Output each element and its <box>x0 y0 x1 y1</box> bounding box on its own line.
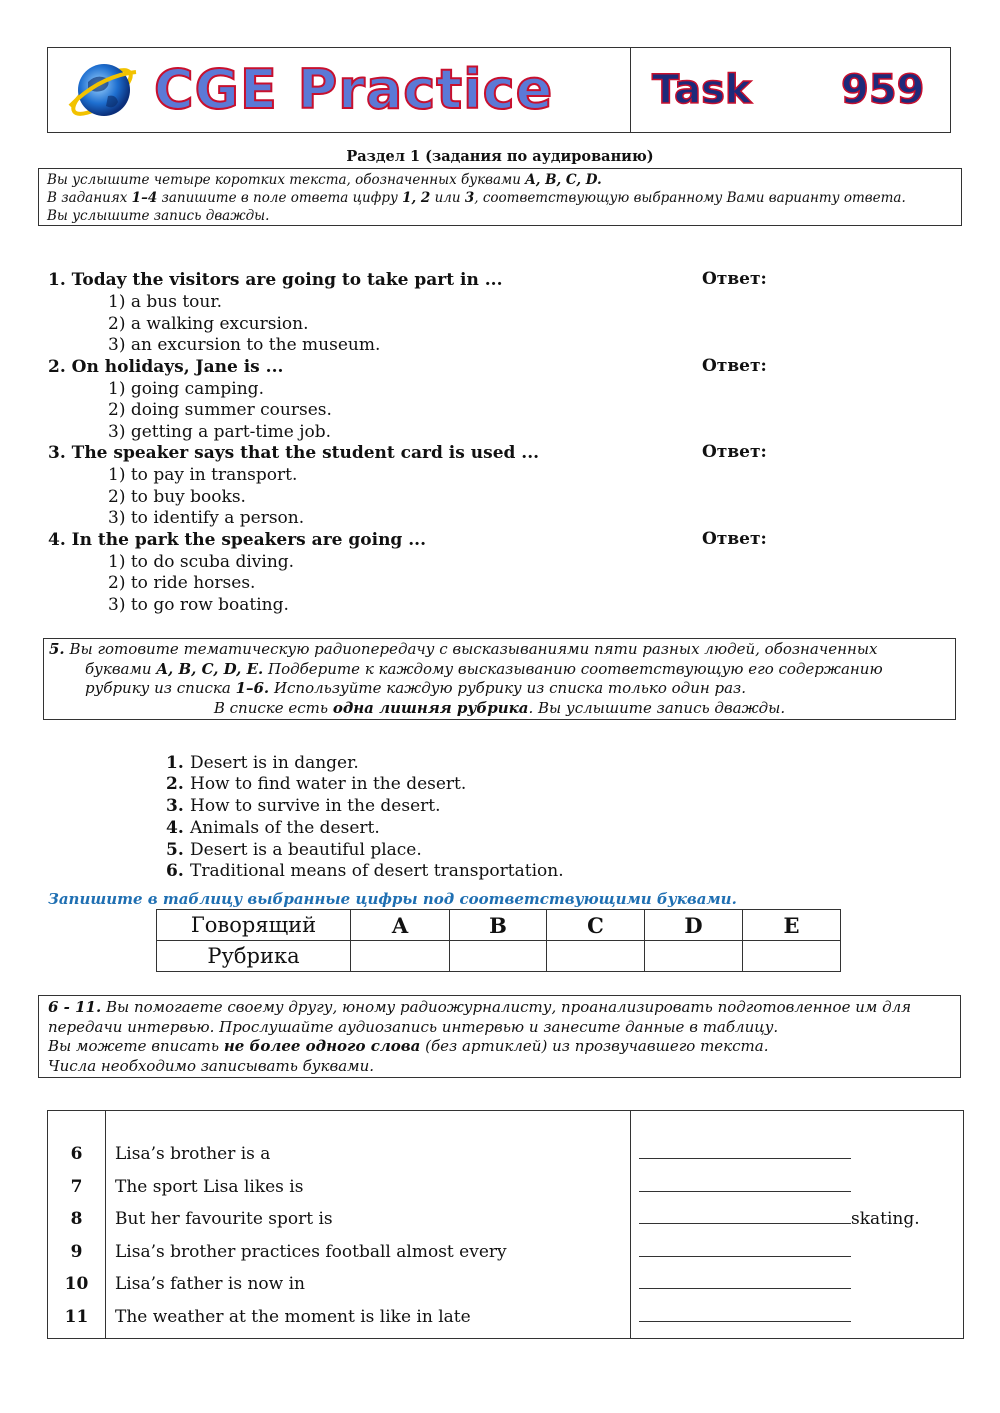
option: 1) a bus tour. <box>108 292 223 312</box>
answer-cell-e[interactable] <box>743 941 841 972</box>
answer-label: Ответ: <box>702 442 767 462</box>
question-title: 3. The speaker says that the student card is used ... <box>48 443 540 463</box>
option: 2) to buy books. <box>108 487 246 507</box>
answer-cell-d[interactable] <box>645 941 743 972</box>
option: 3) an excursion to the museum. <box>108 335 381 355</box>
option: 3) to identify a person. <box>108 508 305 528</box>
question-title: 4. In the park the speakers are going ... <box>48 530 426 550</box>
column-divider <box>105 1111 106 1338</box>
option: 1) to pay in transport. <box>108 465 298 485</box>
row-label: Говорящий <box>157 910 351 941</box>
list-item: 6. Traditional means of desert transportation. <box>166 861 564 881</box>
row-number: 10 <box>64 1274 89 1294</box>
column-letter: D <box>645 910 743 941</box>
page-header <box>47 47 951 133</box>
section-title: Раздел 1 (задания по аудированию) <box>346 148 654 165</box>
row-text: Lisa’s father is now in <box>115 1274 306 1294</box>
answer-blank[interactable] <box>639 1242 851 1262</box>
option: 3) to go row boating. <box>108 595 289 615</box>
row-text: Lisa’s brother is a <box>115 1144 271 1164</box>
row-text: The weather at the moment is like in late <box>115 1307 471 1327</box>
row-number: 9 <box>70 1242 83 1262</box>
option: 2) doing summer courses. <box>108 400 332 420</box>
row-number: 8 <box>70 1209 83 1229</box>
header-divider <box>630 48 631 132</box>
row-text: Lisa’s brother practices football almost every <box>115 1242 507 1262</box>
answer-cell-a[interactable] <box>351 941 450 972</box>
option: 3) getting a part-time job. <box>108 422 332 442</box>
option: 2) to ride horses. <box>108 573 256 593</box>
column-divider <box>630 1111 631 1338</box>
answer-label: Ответ: <box>702 269 767 289</box>
task-number: 959 <box>841 67 925 113</box>
row-text: The sport Lisa likes is <box>115 1177 304 1197</box>
row-number: 7 <box>70 1177 83 1197</box>
column-letter: B <box>450 910 547 941</box>
answer-blank[interactable] <box>639 1274 851 1294</box>
answer-cell-c[interactable] <box>547 941 645 972</box>
column-letter: E <box>743 910 841 941</box>
list-item: 1. Desert is in danger. <box>166 753 359 773</box>
speaker-rubric-table <box>156 909 841 972</box>
logo-text: CGE Practice <box>154 58 554 121</box>
task5-instructions: 5. Вы готовите тематическую радиопередачу с высказываниями пяти разных людей, обозначенных буквами A, B, C, D, E. Подберите к каждому высказыванию соответствующую его содержанию рубрику из списка 1–6. Используйте каждую рубрику из списка только один раз. В списке есть одна лишняя рубрика. Вы услышите запись дважды. <box>43 638 956 720</box>
answer-label: Ответ: <box>702 356 767 376</box>
list-item: 3. How to survive in the desert. <box>166 796 441 816</box>
question-title: 1. Today the visitors are going to take part in ... <box>48 270 503 290</box>
interview-table <box>47 1110 964 1339</box>
row-text: But her favourite sport is <box>115 1209 333 1229</box>
column-letter: A <box>351 910 450 941</box>
answer-blank[interactable]: skating. <box>639 1209 920 1229</box>
row-number: 6 <box>70 1144 83 1164</box>
task611-instructions: 6 - 11. Вы помогаете своему другу, юному радиожурналисту, проанализировать подготовленное им для передачи интервью. Прослушайте аудиозапись интервью и занесите данные в таблицу. Вы можете вписать не более одного слова (без артиклей) из прозвучавшего текста. Числа необходимо записывать буквами. <box>38 995 961 1078</box>
globe-logo-icon <box>64 56 140 126</box>
row-number: 11 <box>64 1307 89 1327</box>
option: 2) a walking excursion. <box>108 314 309 334</box>
listening-instructions: Вы услышите четыре коротких текста, обозначенных буквами A, B, C, D. В заданиях 1–4 запишите в поле ответа цифру 1, 2 или 3, соответствующую выбранному Вами варианту ответа. Вы услышите запись дважды. <box>38 168 962 226</box>
column-letter: C <box>547 910 645 941</box>
table-instruction: Запишите в таблицу выбранные цифры под соответствующими буквами. <box>48 890 737 908</box>
list-item: 2. How to find water in the desert. <box>166 774 467 794</box>
option: 1) going camping. <box>108 379 264 399</box>
answer-blank[interactable] <box>639 1307 851 1327</box>
task-label: Task <box>652 67 752 113</box>
list-item: 4. Animals of the desert. <box>166 818 380 838</box>
option: 1) to do scuba diving. <box>108 552 295 572</box>
answer-cell-b[interactable] <box>450 941 547 972</box>
row-label: Рубрика <box>157 941 351 972</box>
question-title: 2. On holidays, Jane is ... <box>48 357 284 377</box>
answer-blank[interactable] <box>639 1177 851 1197</box>
list-item: 5. Desert is a beautiful place. <box>166 840 422 860</box>
answer-blank[interactable] <box>639 1144 851 1164</box>
answer-label: Ответ: <box>702 529 767 549</box>
